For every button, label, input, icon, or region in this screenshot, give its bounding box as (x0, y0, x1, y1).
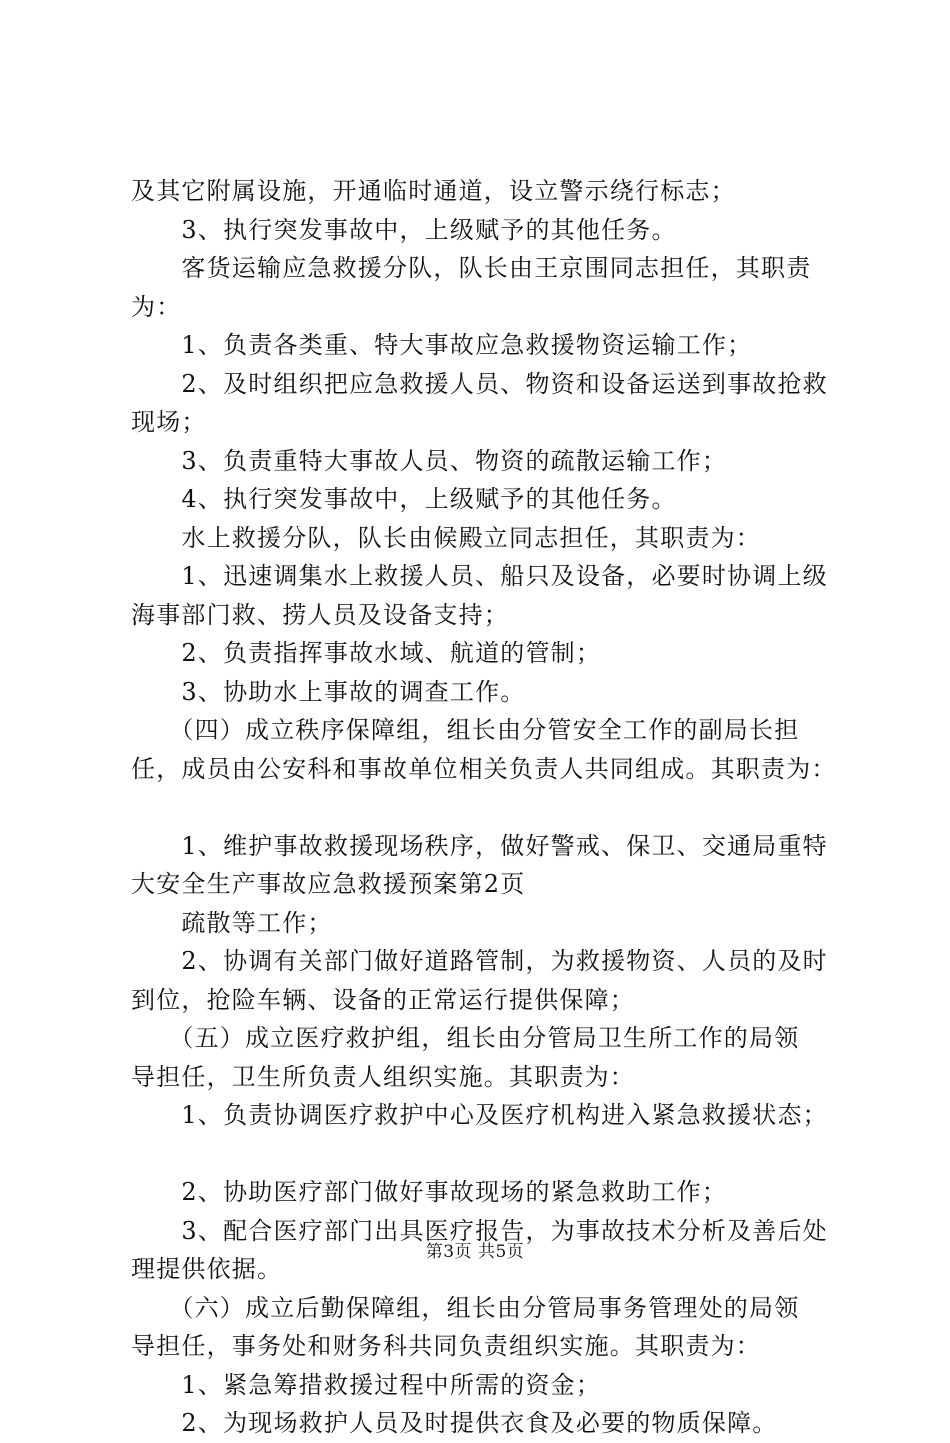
text-line: 为： (131, 292, 182, 321)
blank-line (131, 788, 843, 827)
text-line: 大安全生产事故应急救援预案第2页 (131, 870, 526, 898)
text-line: 3、配合医疗部门出具医疗报告，为事故技术分析及善后处 (131, 1216, 828, 1245)
text-line: 水上救援分队，队长由候殿立同志担任，其职责为： (131, 523, 761, 552)
text-line: 1、负责协调医疗救护中心及医疗机构进入紧急救援状态； (131, 1101, 828, 1129)
text-line: 海事部门救、捞人员及设备支持； (131, 600, 509, 629)
text-line: 2、协助医疗部门做好事故现场的紧急救助工作； (131, 1178, 728, 1206)
text-line: （五）成立医疗救护组，组长由分管局卫生所工作的局领 (131, 1024, 800, 1052)
text-line: 到位，抢险车辆、设备的正常运行提供保障； (131, 985, 635, 1014)
text-line: 2、协调有关部门做好道路管制，为救援物资、人员的及时 (131, 947, 828, 975)
text-line: 4、执行突发事故中，上级赋予的其他任务。 (131, 485, 677, 513)
text-line: 1、负责各类重、特大事故应急救援物资运输工作； (131, 331, 753, 359)
text-line: （六）成立后勤保障组，组长由分管局事务管理处的局领 (131, 1293, 800, 1322)
text-line: 2、为现场救护人员及时提供衣食及必要的物质保障。 (131, 1409, 778, 1437)
text-line: 3、协助水上事故的调查工作。 (131, 677, 526, 706)
page-footer: 第3页 共5页 (425, 1242, 525, 1262)
text-line: 理提供依据。 (131, 1255, 283, 1283)
text-line: 3、负责重特大事故人员、物资的疏散运输工作； (131, 446, 728, 475)
text-line: 1、紧急筹措救援过程中所需的资金； (131, 1370, 602, 1399)
text-line: 1、迅速调集水上救援人员、船只及设备，必要时协调上级 (131, 562, 828, 590)
text-line: 导担任，事务处和财务科共同负责组织实施。其职责为： (131, 1332, 761, 1360)
text-line: 任，成员由公安科和事故单位相关负责人共同组成。其职责为： (131, 754, 837, 783)
text-line: 3、执行突发事故中，上级赋予的其他任务。 (131, 215, 677, 244)
text-line: 疏散等工作； (131, 908, 333, 937)
text-line: 客货运输应急救援分队，队长由王京围同志担任，其职责 (131, 254, 812, 282)
text-line: 2、负责指挥事故水域、航道的管制； (131, 639, 602, 667)
text-line: 现场； (131, 408, 207, 436)
text-line: 导担任，卫生所负责人组织实施。其职责为： (131, 1062, 635, 1091)
text-line: 及其它附属设施，开通临时通道，设立警示绕行标志； (131, 177, 736, 205)
blank-line (131, 1135, 843, 1174)
text-line: 1、维护事故救援现场秩序，做好警戒、保卫、交通局重特 (131, 831, 828, 860)
text-line: （四）成立秩序保障组，组长由分管安全工作的副局长担 (131, 716, 800, 744)
text-line: 2、及时组织把应急救援人员、物资和设备运送到事故抢救 (131, 369, 828, 398)
